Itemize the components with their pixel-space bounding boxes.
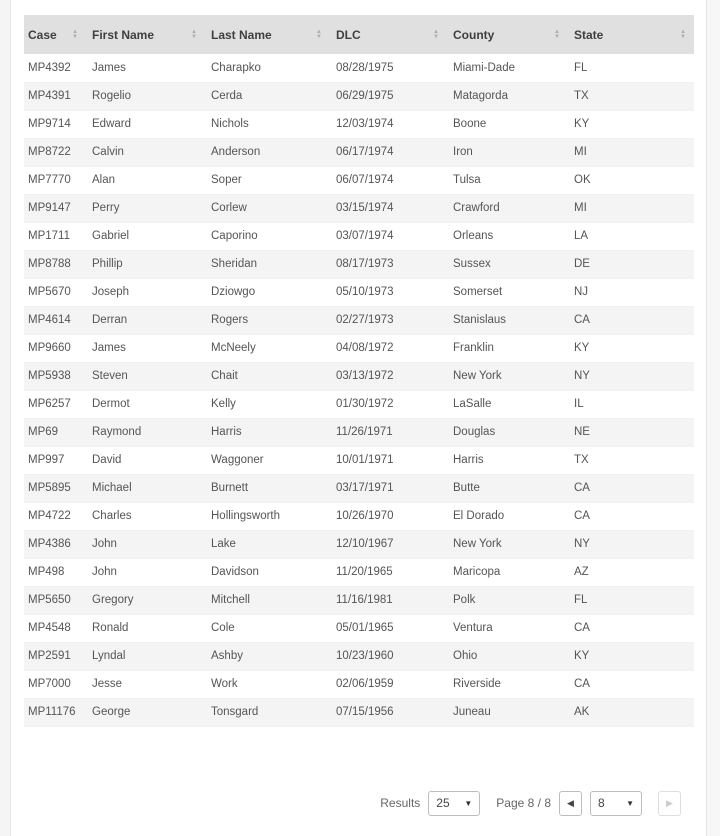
cell-state: AK <box>568 698 694 726</box>
table-row[interactable] <box>24 222 694 250</box>
cell-last: Mitchell <box>205 586 330 614</box>
cell-case: MP4722 <box>24 502 86 530</box>
page-select[interactable] <box>590 791 642 816</box>
cell-state: CA <box>568 502 694 530</box>
table-row[interactable] <box>24 446 694 474</box>
cell-last: Nichols <box>205 110 330 138</box>
cell-case: MP7000 <box>24 670 86 698</box>
cell-first: Steven <box>86 362 205 390</box>
cell-dlc: 03/15/1974 <box>330 194 447 222</box>
table-row[interactable] <box>24 362 694 390</box>
cell-state: LA <box>568 222 694 250</box>
table-row[interactable] <box>24 698 694 726</box>
sort-icon: ▲ ▼ <box>191 28 197 40</box>
cell-last: Harris <box>205 418 330 446</box>
cell-dlc: 01/30/1972 <box>330 390 447 418</box>
cell-case: MP11176 <box>24 698 86 726</box>
cell-county: Riverside <box>447 670 568 698</box>
cell-county: Ohio <box>447 642 568 670</box>
cell-case: MP7770 <box>24 166 86 194</box>
table-row[interactable] <box>24 82 694 110</box>
cell-case: MP69 <box>24 418 86 446</box>
next-page-button <box>658 791 681 816</box>
cell-state: KY <box>568 334 694 362</box>
cell-first: Perry <box>86 194 205 222</box>
cell-case: MP2591 <box>24 642 86 670</box>
cell-county: Boone <box>447 110 568 138</box>
table-row[interactable] <box>24 306 694 334</box>
cell-county: Franklin <box>447 334 568 362</box>
cell-first: Dermot <box>86 390 205 418</box>
previous-icon: ◀ <box>567 797 574 808</box>
cell-case: MP5670 <box>24 278 86 306</box>
cell-state: AZ <box>568 558 694 586</box>
column-label: DLC <box>336 27 361 42</box>
cell-first: Gregory <box>86 586 205 614</box>
cell-dlc: 02/06/1959 <box>330 670 447 698</box>
cell-county: Tulsa <box>447 166 568 194</box>
cell-last: Kelly <box>205 390 330 418</box>
results-label: Results <box>380 796 421 810</box>
table-row[interactable] <box>24 418 694 446</box>
header-row <box>24 15 694 54</box>
cell-state: TX <box>568 446 694 474</box>
column-header-dlc[interactable] <box>330 15 447 54</box>
sort-icon: ▲ ▼ <box>72 28 78 40</box>
table-row[interactable] <box>24 558 694 586</box>
cell-case: MP997 <box>24 446 86 474</box>
table-row[interactable] <box>24 250 694 278</box>
cell-case: MP8788 <box>24 250 86 278</box>
cell-state: OK <box>568 166 694 194</box>
cell-last: Davidson <box>205 558 330 586</box>
sort-icon: ▲ ▼ <box>433 28 439 40</box>
next-icon: ▶ <box>666 797 673 808</box>
cell-dlc: 11/26/1971 <box>330 418 447 446</box>
table-row[interactable] <box>24 530 694 558</box>
cell-case: MP4386 <box>24 530 86 558</box>
cell-first: James <box>86 334 205 362</box>
cell-last: McNeely <box>205 334 330 362</box>
cell-county: Orleans <box>447 222 568 250</box>
cell-first: Rogelio <box>86 82 205 110</box>
table-row[interactable] <box>24 614 694 642</box>
table-row[interactable] <box>24 138 694 166</box>
page-indicator: Page 8 / 8 <box>496 796 551 810</box>
cell-dlc: 06/29/1975 <box>330 82 447 110</box>
table-row[interactable] <box>24 670 694 698</box>
cell-state: KY <box>568 110 694 138</box>
cell-dlc: 05/10/1973 <box>330 278 447 306</box>
cell-first: John <box>86 558 205 586</box>
cell-county: New York <box>447 362 568 390</box>
cell-dlc: 02/27/1973 <box>330 306 447 334</box>
cell-county: Sussex <box>447 250 568 278</box>
cell-last: Waggoner <box>205 446 330 474</box>
cell-last: Burnett <box>205 474 330 502</box>
cell-case: MP9147 <box>24 194 86 222</box>
cell-county: Somerset <box>447 278 568 306</box>
cell-last: Hollingsworth <box>205 502 330 530</box>
cell-state: IL <box>568 390 694 418</box>
column-label: First Name <box>92 27 155 42</box>
cell-case: MP9660 <box>24 334 86 362</box>
cell-dlc: 10/26/1970 <box>330 502 447 530</box>
cell-last: Sheridan <box>205 250 330 278</box>
sort-icon: ▲ ▼ <box>680 28 686 40</box>
table-row[interactable] <box>24 642 694 670</box>
cell-case: MP6257 <box>24 390 86 418</box>
cell-county: LaSalle <box>447 390 568 418</box>
cell-first: Ronald <box>86 614 205 642</box>
cell-first: James <box>86 54 205 82</box>
cell-state: NY <box>568 362 694 390</box>
cell-first: Michael <box>86 474 205 502</box>
table-row[interactable] <box>24 334 694 362</box>
cell-first: David <box>86 446 205 474</box>
cell-dlc: 06/07/1974 <box>330 166 447 194</box>
cell-dlc: 11/16/1981 <box>330 586 447 614</box>
table-row[interactable] <box>24 166 694 194</box>
cell-dlc: 10/23/1960 <box>330 642 447 670</box>
column-label: Last Name <box>211 27 272 42</box>
cell-case: MP5938 <box>24 362 86 390</box>
column-header-first[interactable] <box>86 15 205 54</box>
cell-case: MP5650 <box>24 586 86 614</box>
cell-county: Juneau <box>447 698 568 726</box>
cell-last: Rogers <box>205 306 330 334</box>
cell-county: Harris <box>447 446 568 474</box>
cell-first: Phillip <box>86 250 205 278</box>
table-row[interactable] <box>24 54 694 82</box>
cell-last: Work <box>205 670 330 698</box>
cell-first: John <box>86 530 205 558</box>
cell-dlc: 10/01/1971 <box>330 446 447 474</box>
cell-first: George <box>86 698 205 726</box>
cell-last: Tonsgard <box>205 698 330 726</box>
results-per-page-value: 25 <box>436 796 450 810</box>
cell-county: Maricopa <box>447 558 568 586</box>
cell-county: Stanislaus <box>447 306 568 334</box>
cell-dlc: 05/01/1965 <box>330 614 447 642</box>
content-area <box>11 0 706 836</box>
cell-first: Edward <box>86 110 205 138</box>
cell-case: MP4548 <box>24 614 86 642</box>
cell-last: Soper <box>205 166 330 194</box>
cell-state: CA <box>568 306 694 334</box>
cell-last: Dziowgo <box>205 278 330 306</box>
cell-last: Chait <box>205 362 330 390</box>
cell-first: Gabriel <box>86 222 205 250</box>
cell-case: MP4614 <box>24 306 86 334</box>
left-gutter <box>0 0 11 836</box>
table-row[interactable] <box>24 194 694 222</box>
cell-last: Lake <box>205 530 330 558</box>
cell-first: Lyndal <box>86 642 205 670</box>
cell-county: Ventura <box>447 614 568 642</box>
cell-state: NE <box>568 418 694 446</box>
cell-dlc: 03/13/1972 <box>330 362 447 390</box>
table-row[interactable] <box>24 474 694 502</box>
cell-county: Butte <box>447 474 568 502</box>
cell-dlc: 08/17/1973 <box>330 250 447 278</box>
prev-page-button[interactable] <box>559 791 582 816</box>
cell-county: Polk <box>447 586 568 614</box>
right-gutter <box>706 0 720 836</box>
cell-first: Alan <box>86 166 205 194</box>
page-select-value: 8 <box>598 796 605 810</box>
cell-case: MP1711 <box>24 222 86 250</box>
cell-case: MP8722 <box>24 138 86 166</box>
cell-last: Charapko <box>205 54 330 82</box>
cell-case: MP9714 <box>24 110 86 138</box>
pagination-bar <box>11 791 681 816</box>
cell-dlc: 11/20/1965 <box>330 558 447 586</box>
column-label: County <box>453 27 495 42</box>
sort-icon: ▲ ▼ <box>554 28 560 40</box>
table-row[interactable] <box>24 586 694 614</box>
cell-state: NJ <box>568 278 694 306</box>
cell-last: Ashby <box>205 642 330 670</box>
cell-dlc: 03/07/1974 <box>330 222 447 250</box>
cell-first: Joseph <box>86 278 205 306</box>
table-row[interactable] <box>24 278 694 306</box>
cell-first: Jesse <box>86 670 205 698</box>
cell-case: MP4392 <box>24 54 86 82</box>
cell-case: MP5895 <box>24 474 86 502</box>
cell-state: MI <box>568 194 694 222</box>
cell-county: El Dorado <box>447 502 568 530</box>
cell-last: Cerda <box>205 82 330 110</box>
cell-state: CA <box>568 670 694 698</box>
cell-dlc: 03/17/1971 <box>330 474 447 502</box>
cell-state: NY <box>568 530 694 558</box>
cell-first: Derran <box>86 306 205 334</box>
table-row[interactable] <box>24 110 694 138</box>
cell-state: CA <box>568 614 694 642</box>
cases-table <box>24 15 694 727</box>
table-row[interactable] <box>24 390 694 418</box>
cell-dlc: 06/17/1974 <box>330 138 447 166</box>
cell-county: Douglas <box>447 418 568 446</box>
table-header <box>24 15 694 54</box>
cell-state: TX <box>568 82 694 110</box>
cell-county: Iron <box>447 138 568 166</box>
cell-last: Caporino <box>205 222 330 250</box>
column-header-state[interactable] <box>568 15 694 54</box>
chevron-down-icon: ▼ <box>626 798 634 808</box>
cell-state: CA <box>568 474 694 502</box>
cell-last: Cole <box>205 614 330 642</box>
cell-first: Raymond <box>86 418 205 446</box>
results-per-page-select[interactable] <box>428 791 480 816</box>
cell-dlc: 12/10/1967 <box>330 530 447 558</box>
chevron-down-icon: ▼ <box>464 798 473 808</box>
sort-icon: ▲ ▼ <box>316 28 322 40</box>
cell-last: Corlew <box>205 194 330 222</box>
cell-state: FL <box>568 586 694 614</box>
cell-county: Crawford <box>447 194 568 222</box>
cell-last: Anderson <box>205 138 330 166</box>
cell-dlc: 07/15/1956 <box>330 698 447 726</box>
column-header-county[interactable] <box>447 15 568 54</box>
cell-case: MP4391 <box>24 82 86 110</box>
cell-county: Miami-Dade <box>447 54 568 82</box>
cell-state: DE <box>568 250 694 278</box>
cell-first: Charles <box>86 502 205 530</box>
cell-first: Calvin <box>86 138 205 166</box>
table-row[interactable] <box>24 502 694 530</box>
column-label: Case <box>28 27 57 42</box>
column-header-last[interactable] <box>205 15 330 54</box>
cell-case: MP498 <box>24 558 86 586</box>
cell-county: Matagorda <box>447 82 568 110</box>
table-body <box>24 54 694 726</box>
cell-state: MI <box>568 138 694 166</box>
cell-state: FL <box>568 54 694 82</box>
cell-dlc: 12/03/1974 <box>330 110 447 138</box>
cell-state: KY <box>568 642 694 670</box>
cell-dlc: 08/28/1975 <box>330 54 447 82</box>
column-header-case[interactable] <box>24 15 86 54</box>
cell-county: New York <box>447 530 568 558</box>
column-label: State <box>574 27 604 42</box>
cell-dlc: 04/08/1972 <box>330 334 447 362</box>
